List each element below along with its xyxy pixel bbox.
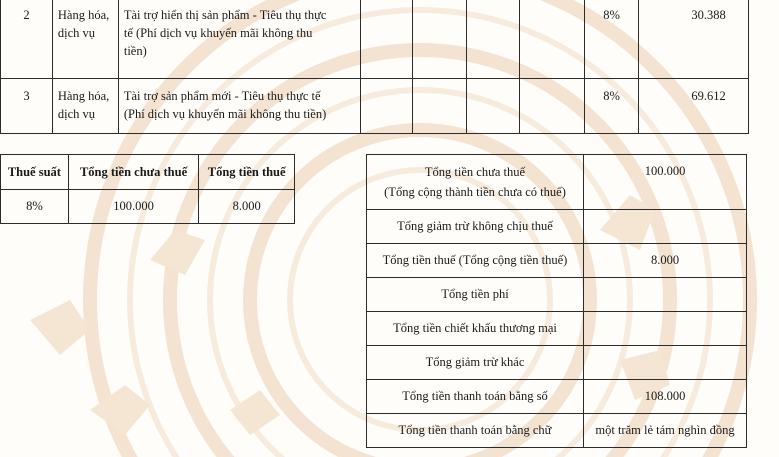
fees-value <box>584 278 747 312</box>
item-type-line: dịch vụ <box>57 26 96 40</box>
item-stt: 2 <box>1 0 53 79</box>
totals-row-pretax <box>367 155 747 210</box>
tax-rate-value: 8% <box>1 190 69 224</box>
pretax-label <box>367 155 584 210</box>
item-cell-empty <box>413 79 467 134</box>
item-stt: 3 <box>1 79 53 134</box>
item-type-line: Hàng hóa, <box>57 8 110 22</box>
tax-total-value: 8.000 <box>199 190 295 224</box>
item-cell-empty <box>467 0 520 79</box>
item-description <box>118 0 360 79</box>
non-taxable-deduction-label: Tổng giảm trừ không chịu thuế <box>367 210 584 244</box>
table-header-row <box>1 155 295 190</box>
tax-label: Tổng tiền thuế (Tổng cộng tiền thuế) <box>367 244 584 278</box>
item-cell-empty <box>467 79 520 134</box>
item-description-line: Tài trợ hiển thị sản phẩm - Tiêu thụ thực <box>123 8 327 22</box>
item-type-line: Hàng hóa, <box>57 89 110 103</box>
header-tax-total: Tổng tiền thuế <box>199 155 295 190</box>
totals-row-payment-number <box>367 380 747 414</box>
pretax-value: 100.000 <box>584 155 747 210</box>
totals-row-discount <box>367 312 747 346</box>
item-description-line: tế (Phí dịch vụ khuyến mãi không thu <box>123 26 313 40</box>
item-description <box>118 79 360 134</box>
payment-words-label: Tổng tiền thanh toán bằng chữ <box>367 414 584 448</box>
totals-row-tax <box>367 244 747 278</box>
fees-label: Tổng tiền phí <box>367 278 584 312</box>
item-type <box>52 0 118 79</box>
item-type <box>52 79 118 134</box>
items-table <box>0 0 749 134</box>
discount-value <box>584 312 747 346</box>
table-row <box>1 79 749 134</box>
item-amount: 69.612 <box>639 79 749 134</box>
tax-value: 8.000 <box>584 244 747 278</box>
totals-table <box>366 154 747 448</box>
item-description-line: Tài trợ sản phẩm mới - Tiêu thụ thực tế <box>123 89 321 103</box>
item-cell-empty <box>520 79 585 134</box>
payment-number-label: Tổng tiền thanh toán bằng số <box>367 380 584 414</box>
item-cell-empty <box>360 0 413 79</box>
tax-rate-summary-table <box>0 154 295 224</box>
non-taxable-deduction-value <box>584 210 747 244</box>
totals-row-payment-words <box>367 414 747 448</box>
pretax-label-line: (Tổng cộng thành tiền chưa có thuế) <box>384 185 566 199</box>
item-amount: 30.388 <box>639 0 749 79</box>
pretax-total-value: 100.000 <box>68 190 199 224</box>
table-row <box>1 0 749 79</box>
pretax-label-line: Tổng tiền chưa thuế <box>424 165 526 179</box>
payment-words-value: một trăm lẻ tám nghìn đồng <box>584 414 747 448</box>
item-description-line: tiền) <box>123 44 147 58</box>
header-pretax-total: Tổng tiền chưa thuế <box>68 155 199 190</box>
item-tax-rate: 8% <box>585 0 639 79</box>
payment-number-value: 108.000 <box>584 380 747 414</box>
item-cell-empty <box>413 0 467 79</box>
table-row <box>1 190 295 224</box>
item-description-line: (Phí dịch vụ khuyến mãi không thu tiền) <box>123 107 327 121</box>
item-cell-empty <box>520 0 585 79</box>
discount-label: Tổng tiền chiết khấu thương mại <box>367 312 584 346</box>
other-deduction-value <box>584 346 747 380</box>
item-tax-rate: 8% <box>585 79 639 134</box>
header-tax-rate: Thuế suất <box>1 155 69 190</box>
totals-row-non-taxable-deduction <box>367 210 747 244</box>
totals-row-fees <box>367 278 747 312</box>
totals-row-other-deduction <box>367 346 747 380</box>
other-deduction-label: Tổng giảm trừ khác <box>367 346 584 380</box>
item-type-line: dịch vụ <box>57 107 96 121</box>
item-cell-empty <box>360 79 413 134</box>
